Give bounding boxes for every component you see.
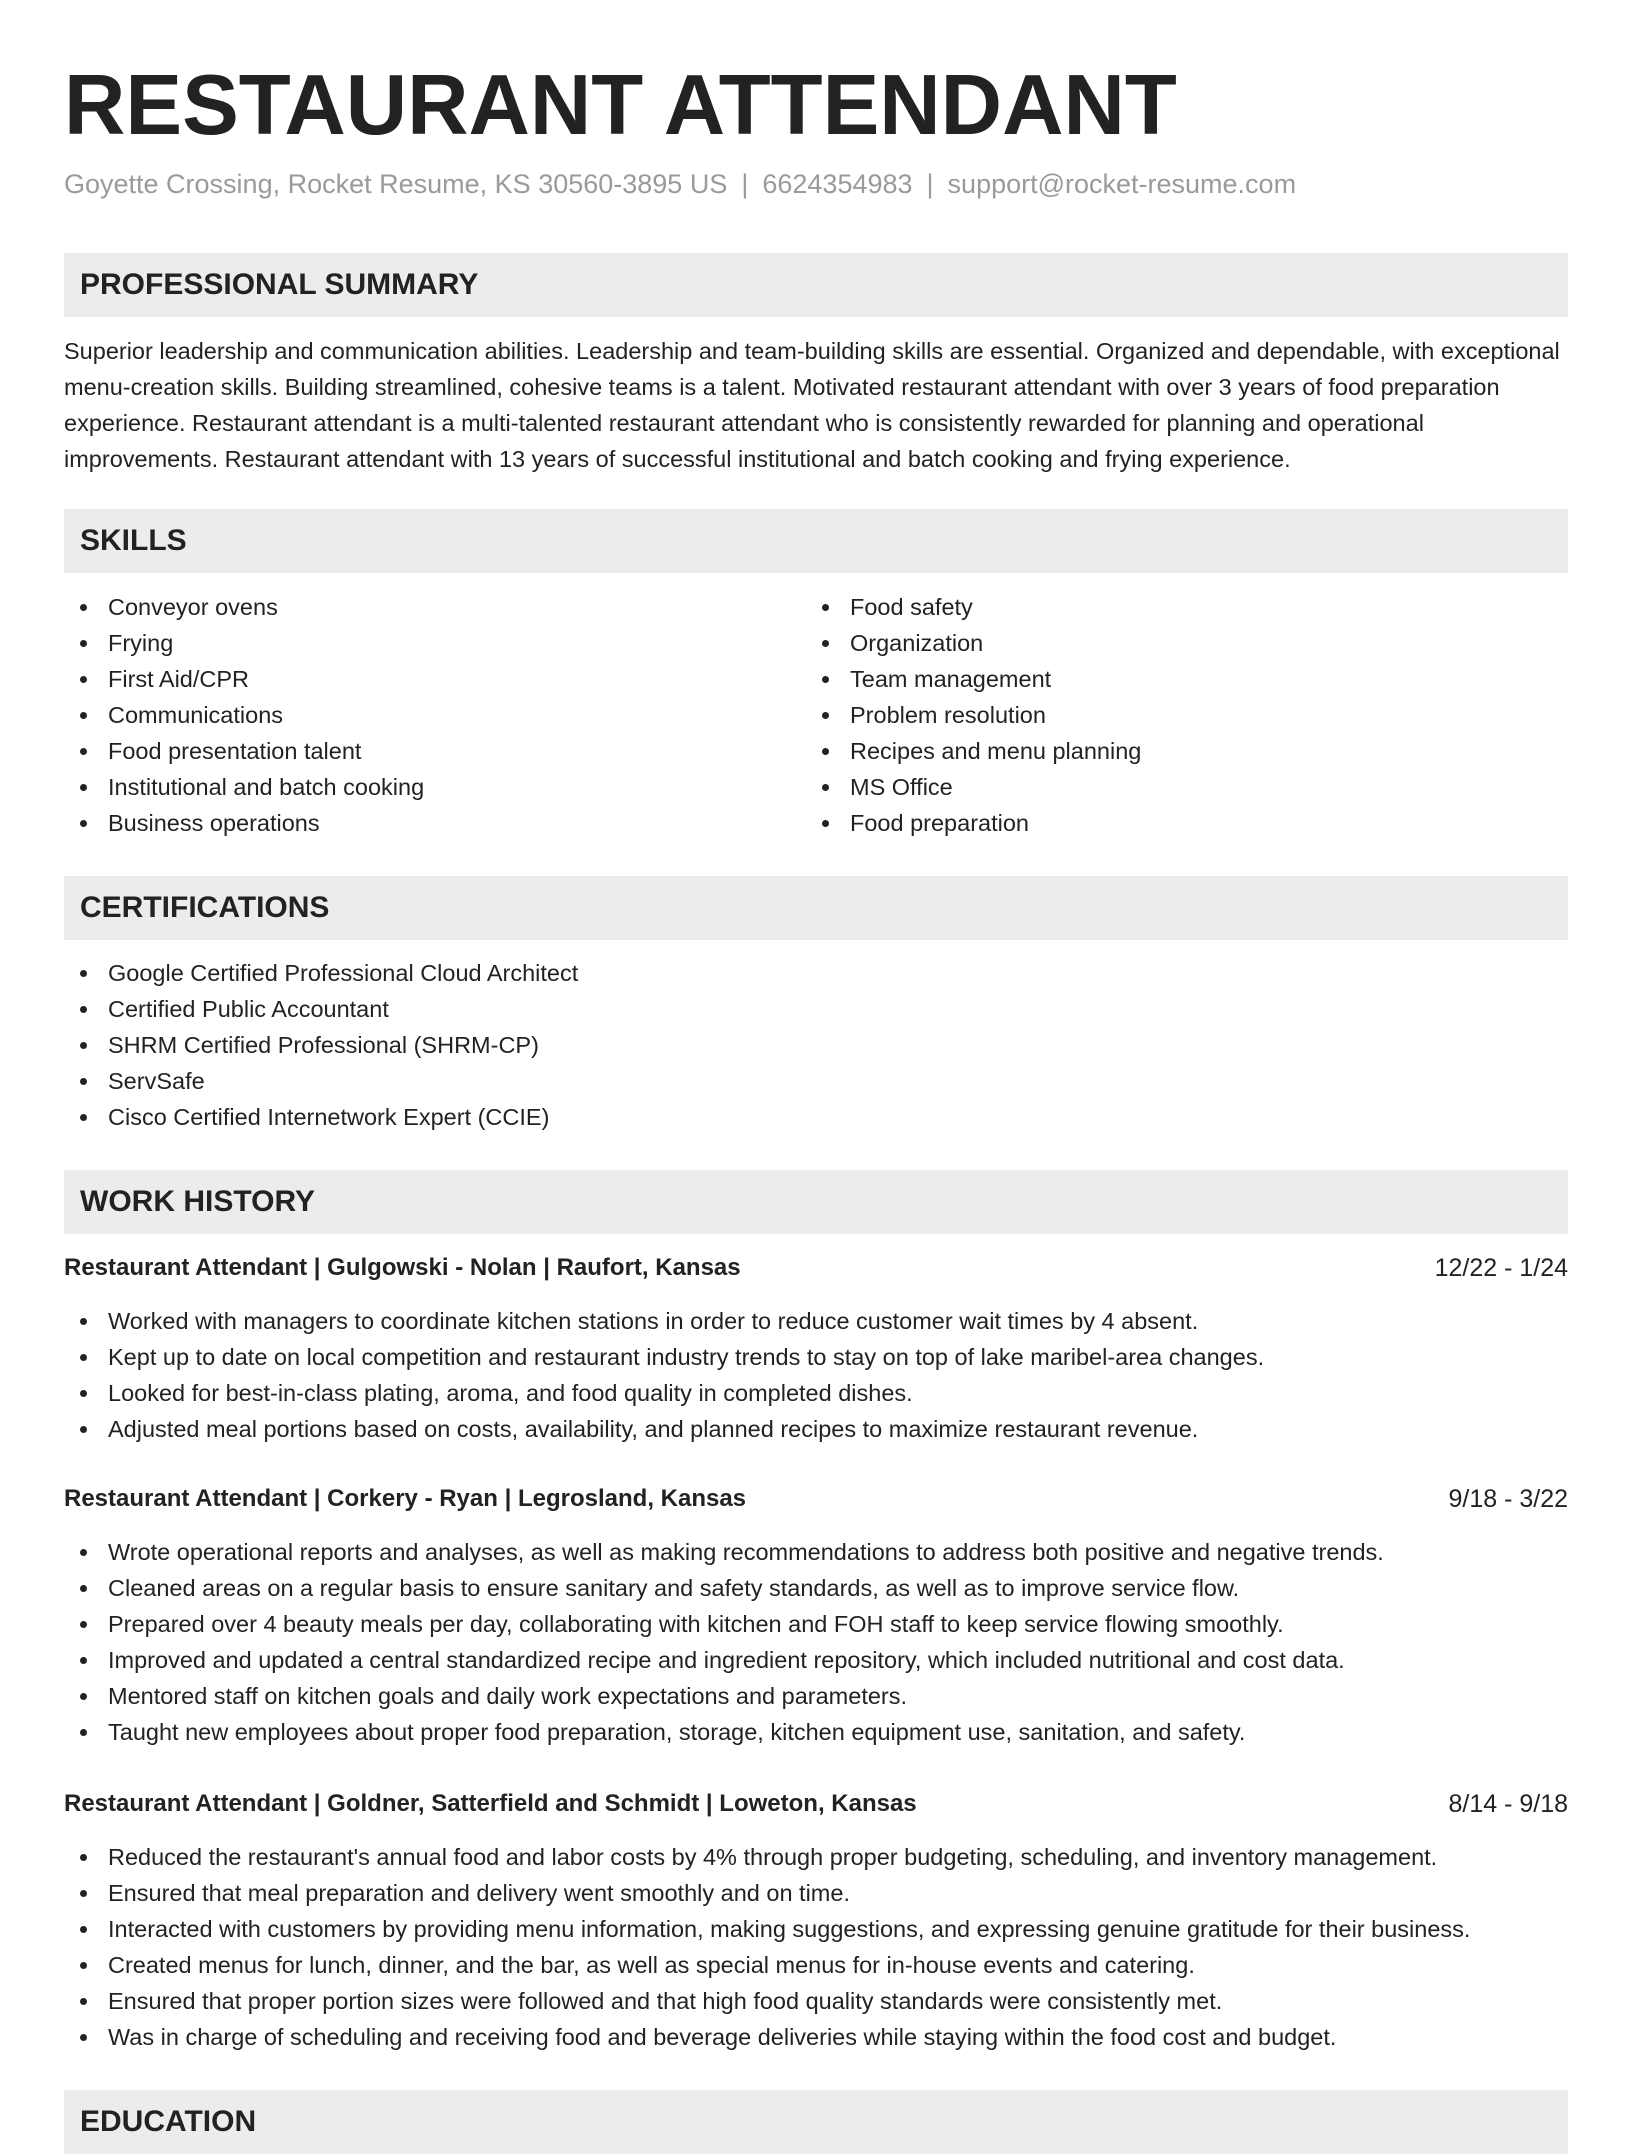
job-heading-2: [64, 1481, 1568, 1517]
job-dates: 9/18 - 3/22: [1448, 1485, 1568, 1513]
contact-separator: |: [741, 169, 749, 199]
certification-item: Certified Public Accountant: [64, 991, 578, 1027]
skill-item: MS Office: [806, 769, 1141, 805]
contact-line: [64, 166, 1568, 202]
job-bullet: Looked for best-in-class plating, aroma, and food quality in completed dishes.: [64, 1375, 1264, 1411]
section-header-education: EDUCATION: [64, 2090, 1568, 2154]
job-bullet: Worked with managers to coordinate kitchen stations in order to reduce customer wait times by 4 absent.: [64, 1303, 1264, 1339]
skill-item: Food preparation: [806, 805, 1141, 841]
certification-item: SHRM Certified Professional (SHRM-CP): [64, 1027, 578, 1063]
certification-item: ServSafe: [64, 1063, 578, 1099]
job-bullet: Interacted with customers by providing menu information, making suggestions, and expressing genuine gratitude for their business.: [64, 1911, 1470, 1947]
skill-item: Food safety: [806, 589, 1141, 625]
job-bullet: Ensured that proper portion sizes were followed and that high food quality standards were consistently met.: [64, 1983, 1470, 2019]
job-bullets-2: [64, 1534, 1384, 1750]
certification-item: Google Certified Professional Cloud Architect: [64, 955, 578, 991]
contact-address: Goyette Crossing, Rocket Resume, KS 30560-3895 US: [64, 169, 728, 199]
skill-item: Business operations: [64, 805, 424, 841]
skill-item: Problem resolution: [806, 697, 1141, 733]
contact-separator: |: [926, 169, 934, 199]
professional-summary-text: Superior leadership and communication abilities. Leadership and team-building skills are essential. Organized and dependable, with exceptional menu-creation skills. Building streamlined, cohesive teams is a talent. Motivated restaurant attendant with over 3 years of food preparation experience. Restaurant attendant is a multi-talented restaurant attendant who is consistently rewarded for planning and operational improvements. Restaurant attendant with 13 years of successful institutional and batch cooking and frying experience.: [64, 338, 1560, 472]
job-bullet: Created menus for lunch, dinner, and the bar, as well as special menus for in-house events and catering.: [64, 1947, 1470, 1983]
skill-item: Communications: [64, 697, 424, 733]
skill-item: First Aid/CPR: [64, 661, 424, 697]
job-bullet: Kept up to date on local competition and restaurant industry trends to stay on top of lake maribel-area changes.: [64, 1339, 1264, 1375]
contact-phone: 6624354983: [762, 169, 913, 199]
job-bullets-3: [64, 1839, 1470, 2055]
job-bullet: Improved and updated a central standardized recipe and ingredient repository, which included nutritional and cost data.: [64, 1642, 1384, 1678]
job-heading-1: [64, 1250, 1568, 1286]
skill-item: Conveyor ovens: [64, 589, 424, 625]
job-bullet: Prepared over 4 beauty meals per day, collaborating with kitchen and FOH staff to keep service flowing smoothly.: [64, 1606, 1384, 1642]
job-heading-3: [64, 1786, 1568, 1822]
skill-item: Organization: [806, 625, 1141, 661]
job-bullet: Ensured that meal preparation and delivery went smoothly and on time.: [64, 1875, 1470, 1911]
contact-email: support@rocket-resume.com: [947, 169, 1297, 199]
certifications-list: [64, 955, 578, 1135]
job-bullet: Mentored staff on kitchen goals and daily work expectations and parameters.: [64, 1678, 1384, 1714]
skills-list-left: [64, 589, 424, 841]
certification-item: Cisco Certified Internetwork Expert (CCIE): [64, 1099, 578, 1135]
job-bullet: Wrote operational reports and analyses, as well as making recommendations to address both positive and negative trends.: [64, 1534, 1384, 1570]
job-bullets-1: [64, 1303, 1264, 1447]
section-header-work-history: WORK HISTORY: [64, 1170, 1568, 1234]
job-dates: 12/22 - 1/24: [1434, 1254, 1568, 1282]
job-bullet: Was in charge of scheduling and receiving food and beverage deliveries while staying within the food cost and budget.: [64, 2019, 1470, 2055]
skill-item: Institutional and batch cooking: [64, 769, 424, 805]
skill-item: Team management: [806, 661, 1141, 697]
job-bullet: Taught new employees about proper food preparation, storage, kitchen equipment use, sanitation, and safety.: [64, 1714, 1384, 1750]
section-header-certifications: CERTIFICATIONS: [64, 876, 1568, 940]
job-bullet: Reduced the restaurant's annual food and labor costs by 4% through proper budgeting, scheduling, and inventory management.: [64, 1839, 1470, 1875]
job-bullet: Adjusted meal portions based on costs, availability, and planned recipes to maximize restaurant revenue.: [64, 1411, 1264, 1447]
section-header-summary: PROFESSIONAL SUMMARY: [64, 253, 1568, 317]
skill-item: Food presentation talent: [64, 733, 424, 769]
job-title: Restaurant Attendant | Goldner, Satterfield and Schmidt | Loweton, Kansas: [64, 1790, 917, 1817]
job-title: Restaurant Attendant | Corkery - Ryan | Legrosland, Kansas: [64, 1485, 747, 1512]
job-dates: 8/14 - 9/18: [1448, 1790, 1568, 1818]
section-header-skills: SKILLS: [64, 509, 1568, 573]
job-title: Restaurant Attendant | Gulgowski - Nolan | Raufort, Kansas: [64, 1254, 741, 1281]
skill-item: Recipes and menu planning: [806, 733, 1141, 769]
skills-list-right: [806, 589, 1141, 841]
job-bullet: Cleaned areas on a regular basis to ensure sanitary and safety standards, as well as to improve service flow.: [64, 1570, 1384, 1606]
resume-name-heading: RESTAURANT ATTENDANT: [64, 58, 1177, 153]
skill-item: Frying: [64, 625, 424, 661]
